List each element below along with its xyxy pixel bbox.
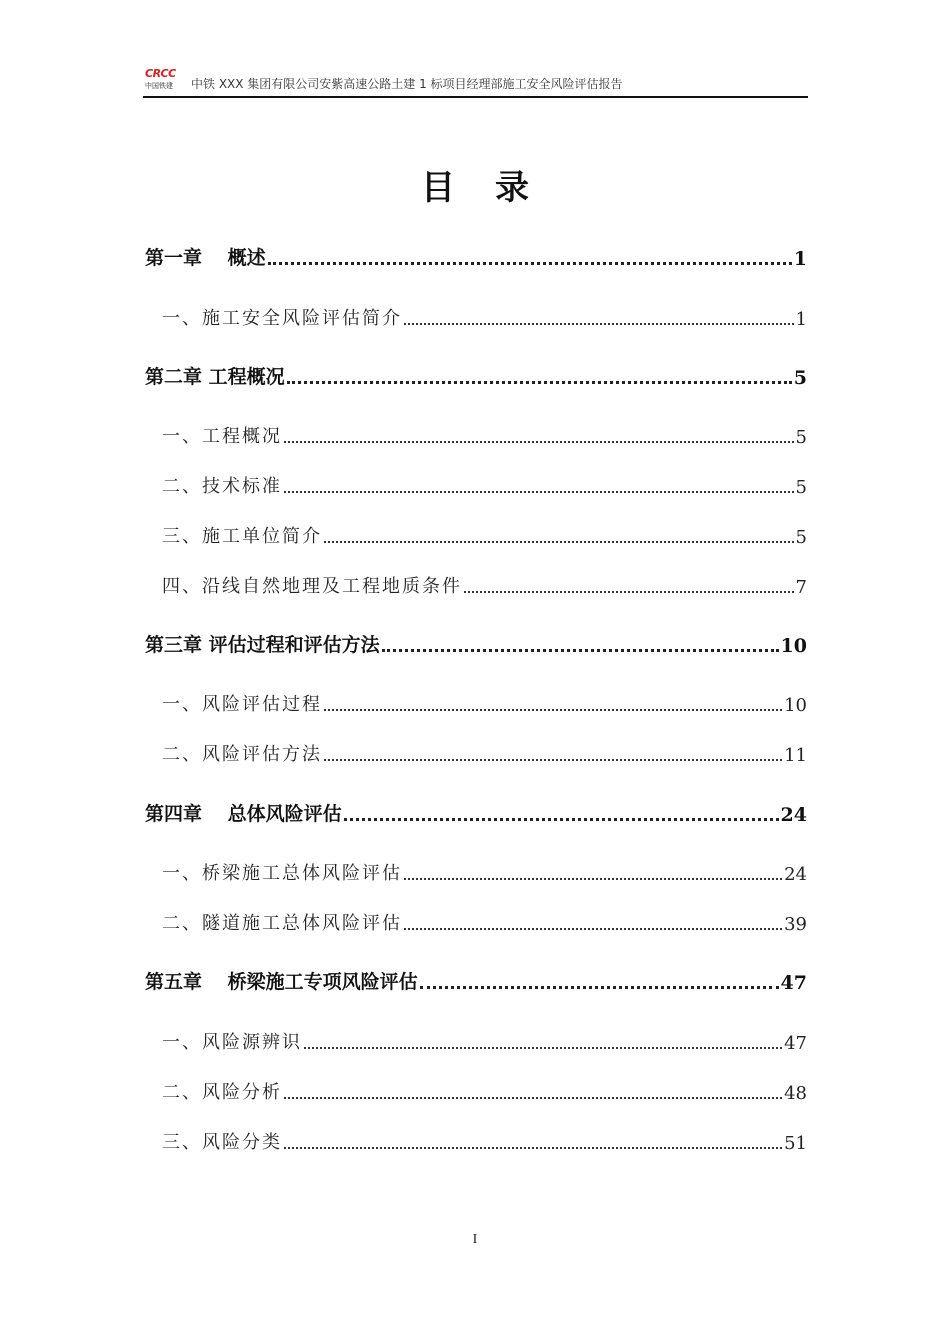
toc-entry-section[interactable] bbox=[145, 518, 807, 548]
dot-leader bbox=[324, 709, 782, 711]
company-logo bbox=[143, 68, 183, 92]
toc-entry-page: 47 bbox=[780, 972, 807, 994]
toc-entry-page: 10 bbox=[784, 695, 807, 716]
toc-entry-label: 一、施工安全风险评估简介 bbox=[162, 308, 402, 329]
header-title: 中铁 XXX 集团有限公司安紫高速公路土建 1 标项目经理部施工安全风险评估报告 bbox=[191, 77, 623, 91]
dot-leader bbox=[404, 323, 794, 325]
dot-leader bbox=[324, 541, 794, 543]
dot-leader bbox=[284, 491, 794, 493]
page-number: I bbox=[472, 1232, 478, 1247]
page-title: 目录 bbox=[421, 168, 569, 208]
toc-entry-chapter[interactable] bbox=[145, 359, 807, 389]
dot-leader bbox=[284, 441, 794, 443]
toc-entry-label: 二、风险分析 bbox=[162, 1082, 282, 1103]
toc-entry-label: 四、沿线自然地理及工程地质条件 bbox=[162, 576, 462, 597]
toc-entry-page: 47 bbox=[784, 1033, 807, 1054]
dot-leader bbox=[344, 818, 779, 821]
toc-entry-label: 第五章 桥梁施工专项风险评估 bbox=[145, 971, 418, 993]
toc-entry-section[interactable] bbox=[145, 855, 807, 885]
toc-entry-label: 一、风险源辨识 bbox=[162, 1032, 302, 1053]
toc-entry-label: 第一章 概述 bbox=[145, 247, 266, 269]
dot-leader bbox=[284, 1147, 782, 1149]
toc-entry-page: 24 bbox=[780, 804, 807, 826]
toc-entry-page: 10 bbox=[780, 635, 807, 657]
toc-entry-label: 三、风险分类 bbox=[162, 1132, 282, 1153]
toc-entry-chapter[interactable] bbox=[145, 627, 807, 657]
toc-entry-page: 5 bbox=[795, 527, 807, 548]
logo-subtitle: 中国铁建 bbox=[145, 82, 173, 90]
toc-entry-chapter[interactable] bbox=[145, 240, 807, 270]
dot-leader bbox=[324, 759, 782, 761]
dot-leader bbox=[464, 591, 794, 593]
toc-entry-section[interactable] bbox=[145, 905, 807, 935]
toc-entry-label: 第三章 评估过程和评估方法 bbox=[145, 634, 380, 656]
toc-entry-page: 51 bbox=[784, 1133, 807, 1154]
toc-entry-section[interactable] bbox=[145, 1074, 807, 1104]
dot-leader bbox=[284, 1097, 782, 1099]
dot-leader bbox=[268, 262, 792, 265]
toc-entry-section[interactable] bbox=[145, 468, 807, 498]
toc-entry-page: 5 bbox=[793, 367, 807, 389]
toc-entry-section[interactable] bbox=[145, 736, 807, 766]
toc-entry-label: 二、风险评估方法 bbox=[162, 744, 322, 765]
toc-entry-label: 第四章 总体风险评估 bbox=[145, 803, 342, 825]
toc-entry-chapter[interactable] bbox=[145, 796, 807, 826]
toc-entry-section[interactable] bbox=[145, 1124, 807, 1154]
toc-entry-label: 一、桥梁施工总体风险评估 bbox=[162, 863, 402, 884]
toc-entry-page: 39 bbox=[784, 914, 807, 935]
toc-entry-section[interactable] bbox=[145, 1024, 807, 1054]
toc-entry-page: 1 bbox=[795, 309, 807, 330]
dot-leader bbox=[404, 928, 782, 930]
dot-leader bbox=[304, 1047, 782, 1049]
toc-entry-label: 二、技术标准 bbox=[162, 476, 282, 497]
toc-entry-chapter[interactable] bbox=[145, 964, 807, 994]
toc-entry-page: 5 bbox=[795, 477, 807, 498]
toc-entry-label: 三、施工单位简介 bbox=[162, 526, 322, 547]
toc-entry-page: 48 bbox=[784, 1083, 807, 1104]
toc-entry-page: 24 bbox=[784, 864, 807, 885]
toc-entry-page: 1 bbox=[793, 248, 807, 270]
toc-entry-label: 一、工程概况 bbox=[162, 426, 282, 447]
logo-mark: CRCC bbox=[145, 67, 176, 80]
toc-entry-label: 一、风险评估过程 bbox=[162, 694, 322, 715]
dot-leader bbox=[382, 649, 779, 652]
toc-entry-page: 7 bbox=[795, 577, 807, 598]
toc-entry-page: 5 bbox=[795, 427, 807, 448]
toc-entry-label: 二、隧道施工总体风险评估 bbox=[162, 913, 402, 934]
toc-entry-label: 第二章 工程概况 bbox=[145, 366, 285, 388]
dot-leader bbox=[420, 986, 779, 989]
page-header bbox=[143, 64, 808, 98]
toc-entry-section[interactable] bbox=[145, 300, 807, 330]
toc-entry-page: 11 bbox=[784, 745, 807, 766]
toc-entry-section[interactable] bbox=[145, 418, 807, 448]
toc-entry-section[interactable] bbox=[145, 568, 807, 598]
toc-entry-section[interactable] bbox=[145, 686, 807, 716]
dot-leader bbox=[404, 878, 782, 880]
dot-leader bbox=[287, 381, 792, 384]
